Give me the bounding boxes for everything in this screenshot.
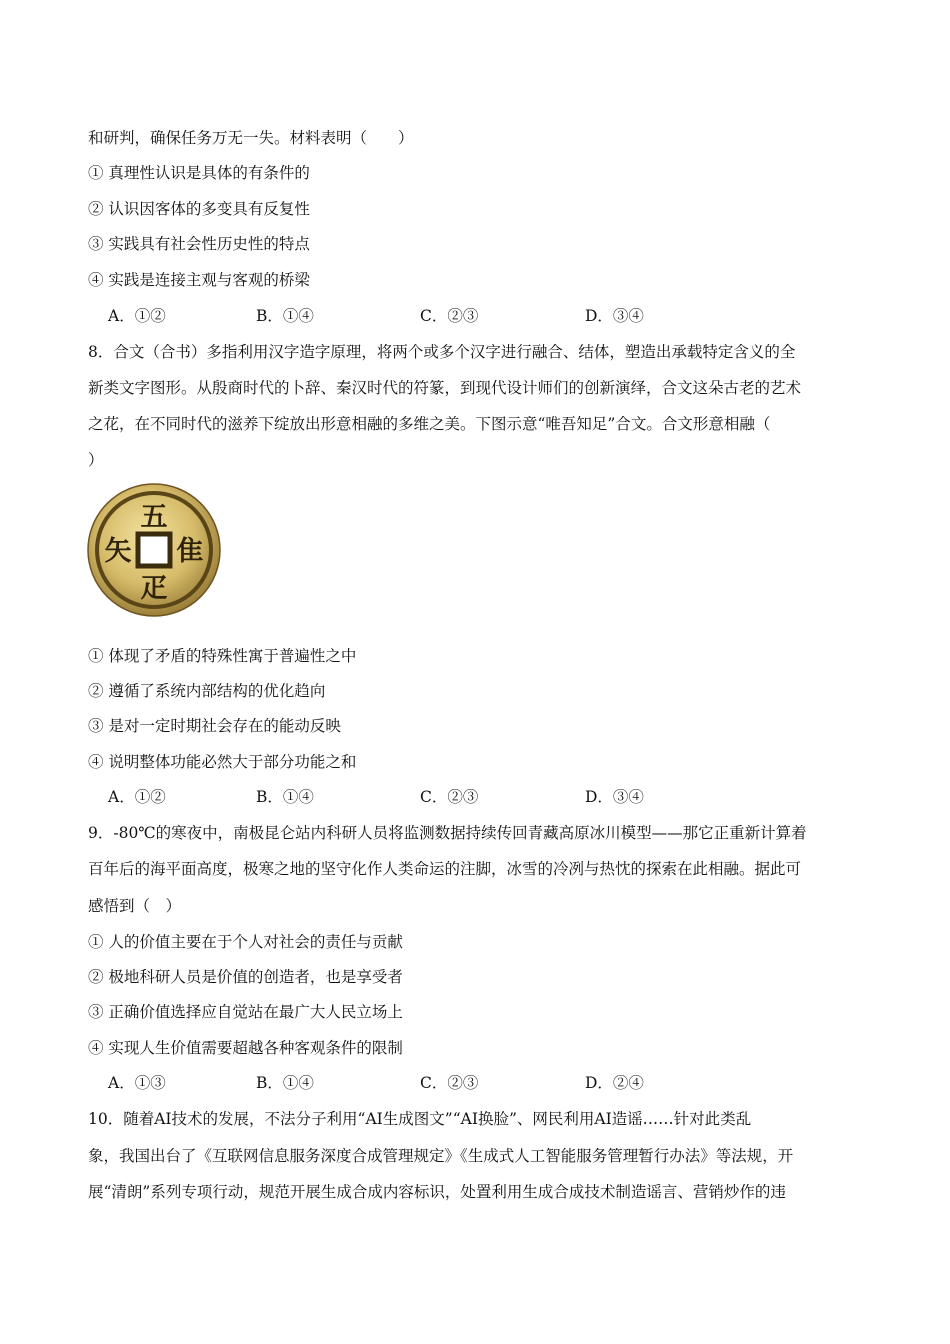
- q8-statement-2: ② 遵循了系统内部结构的优化趋向: [88, 682, 326, 700]
- q8-stem-line-1: 8．合文（合书）多指利用汉字造字原理，将两个或多个汉字进行融合、结体，塑造出承载特定含义的全: [88, 343, 796, 361]
- q8-stem-line-3: 之花，在不同时代的滋养下绽放出形意相融的多维之美。下图示意“唯吾知足”合文。合文形意相融（: [88, 415, 771, 433]
- q7-option-b[interactable]: B．①④: [256, 307, 314, 325]
- q9-statement-4: ④ 实现人生价值需要超越各种客观条件的限制: [88, 1039, 403, 1057]
- q9-option-b[interactable]: B．①④: [256, 1074, 314, 1092]
- q8-option-d[interactable]: D．③④: [585, 788, 644, 806]
- q10-stem-line-2: 象，我国出台了《互联网信息服务深度合成管理规定》《生成式人工智能服务管理暂行办法》等法规，开: [88, 1147, 794, 1165]
- q7-option-c[interactable]: C．②③: [420, 307, 479, 325]
- q9-option-c[interactable]: C．②③: [420, 1074, 479, 1092]
- q8-statement-3: ③ 是对一定时期社会存在的能动反映: [88, 717, 341, 735]
- coin-image: [86, 483, 222, 617]
- q7-stem-tail: 和研判，确保任务万无一失。材料表明（ ）: [88, 129, 414, 147]
- q9-option-a[interactable]: A．①③: [108, 1074, 166, 1092]
- q9-option-d[interactable]: D．②④: [585, 1074, 644, 1092]
- q9-stem-line-1: 9．-80℃的寒夜中，南极昆仑站内科研人员将监测数据持续传回青藏高原冰川模型——那它正重新计算着: [88, 824, 807, 842]
- q8-stem-line-2: 新类文字图形。从殷商时代的卜辞、秦汉时代的符篆，到现代设计师们的创新演绎，合文这朵古老的艺术: [88, 379, 802, 397]
- coin-char-bottom: 疋: [140, 573, 168, 604]
- q7-statement-2: ② 认识因客体的多变具有反复性: [88, 200, 310, 218]
- q7-statement-1: ① 真理性认识是具体的有条件的: [88, 164, 310, 182]
- q8-statement-4: ④ 说明整体功能必然大于部分功能之和: [88, 753, 357, 771]
- q9-stem-line-2: 百年后的海平面高度，极寒之地的坚守化作人类命运的注脚，冰雪的冷冽与热忱的探索在此相融。据此可: [88, 860, 802, 878]
- q10-stem-line-1: 10．随着AI技术的发展，不法分子利用“AI生成图文”“AI换脸”、网民利用AI造谣……针对此类乱: [88, 1110, 752, 1128]
- coin-char-top: 五: [140, 502, 168, 533]
- q8-stem-line-4: ）: [88, 451, 104, 469]
- q9-statement-1: ① 人的价值主要在于个人对社会的责任与贡献: [88, 933, 403, 951]
- q7-option-a[interactable]: A．①②: [108, 307, 166, 325]
- q9-statement-3: ③ 正确价值选择应自觉站在最广大人民立场上: [88, 1003, 403, 1021]
- q8-option-b[interactable]: B．①④: [256, 788, 314, 806]
- q7-statement-4: ④ 实践是连接主观与客观的桥梁: [88, 271, 310, 289]
- coin-char-right: 隹: [176, 536, 204, 567]
- q8-option-c[interactable]: C．②③: [420, 788, 479, 806]
- q7-statement-3: ③ 实践具有社会性历史性的特点: [88, 235, 310, 253]
- q9-stem-line-3: 感悟到（ ）: [88, 897, 182, 915]
- q10-stem-line-3: 展“清朗”系列专项行动，规范开展生成合成内容标识，处置利用生成合成技术制造谣言、营销炒作的违: [88, 1183, 786, 1201]
- q8-statement-1: ① 体现了矛盾的特殊性寓于普遍性之中: [88, 647, 357, 665]
- coin-char-left: 矢: [104, 536, 132, 567]
- q7-option-d[interactable]: D．③④: [585, 307, 644, 325]
- q8-option-a[interactable]: A．①②: [108, 788, 166, 806]
- q9-statement-2: ② 极地科研人员是价值的创造者，也是享受者: [88, 968, 403, 986]
